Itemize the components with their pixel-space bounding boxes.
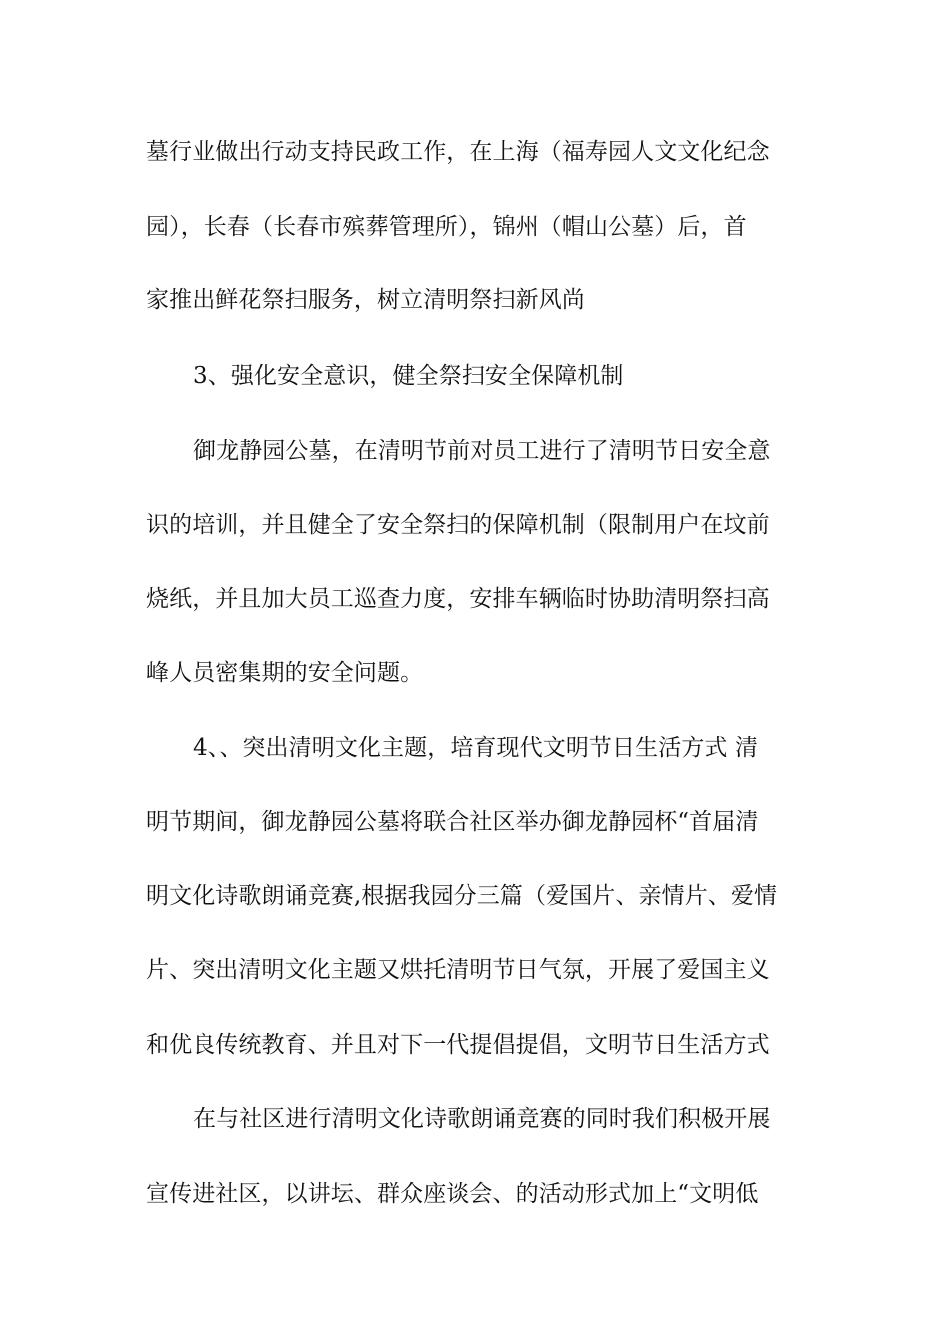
section-heading-4: 4、、突出清明文化主题，培育现代文明节日生活方式 清 [193,735,759,761]
text-line: 宣传进社区，以讲坛、群众座谈会、的活动形式加上“文明低 [146,1181,759,1207]
text-line: 识的培训，并且健全了安全祭扫的保障机制（限制用户在坟前 [146,512,770,538]
section-heading-3: 3、强化安全意识，健全祭扫安全保障机制 [193,363,624,389]
text-line: 御龙静园公墓，在清明节前对员工进行了清明节日安全意 [193,438,771,464]
text-line: 在与社区进行清明文化诗歌朗诵竞赛的同时我们积极开展 [193,1106,771,1132]
text-line: 明文化诗歌朗诵竞赛,根据我园分三篇（爱国片、亲情片、爱情 [146,883,778,909]
text-line: 墓行业做出行动支持民政工作，在上海（福寿园人文文化纪念 [146,139,770,165]
text-line: 峰人员密集期的安全问题。 [146,660,424,686]
text-line: 和优良传统教育、并且对下一代提倡提倡，文明节日生活方式 [146,1032,770,1058]
text-line: 园），长春（长春市殡葬管理所），锦州（帽山公墓）后，首 [146,214,747,240]
text-line: 家推出鲜花祭扫服务，树立清明祭扫新风尚 [146,287,585,313]
text-line: 片、突出清明文化主题又烘托清明节日气氛，开展了爱国主义 [146,957,770,983]
text-line: 烧纸，并且加大员工巡查力度，安排车辆临时协助清明祭扫高 [146,586,770,612]
text-line: 明节期间，御龙静园公墓将联合社区举办御龙静园杯“首届清 [146,809,759,835]
